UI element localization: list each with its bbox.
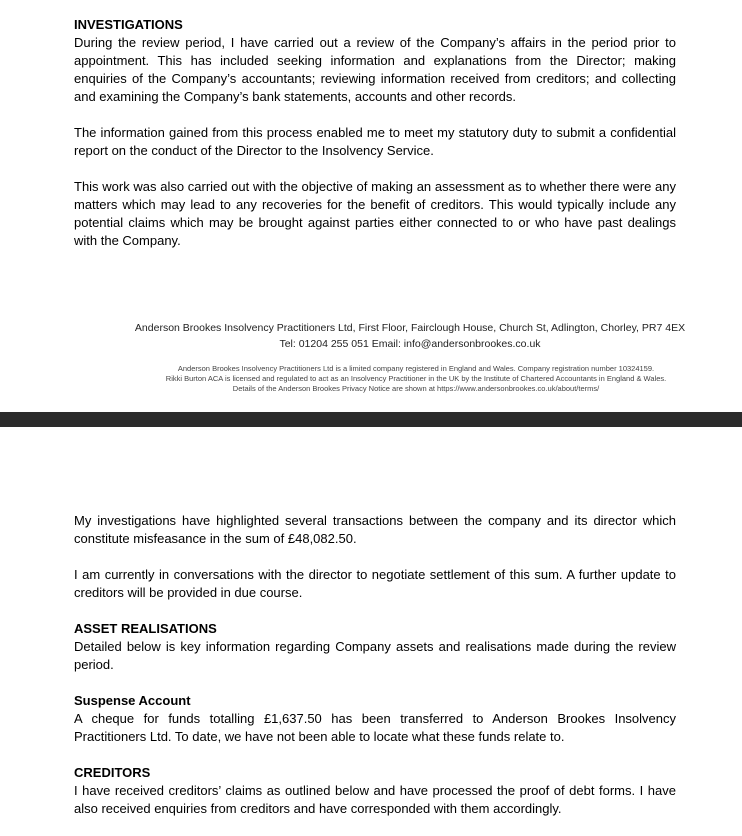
creditors-heading: CREDITORS bbox=[74, 765, 151, 780]
document-page-top bbox=[0, 0, 742, 412]
page-separator bbox=[0, 412, 742, 427]
page-footer bbox=[0, 320, 742, 394]
footer-address: Anderson Brookes Insolvency Practitioners Ltd, First Floor, Fairclough House, Church St, Adlington, Chorley, PR7 4EX bbox=[134, 322, 686, 334]
asset-realisations-heading: ASSET REALISATIONS bbox=[74, 621, 217, 636]
investigations-heading: INVESTIGATIONS bbox=[74, 17, 183, 32]
investigations-paragraph-3: This work was also carried out with the objective of making an assessment as to whether there were any matters which may lead to any recoveries for the benefit of creditors. This would typically include any potential claims which may be brought against parties either connected to or who have past dealings with the Company. bbox=[74, 179, 676, 248]
misfeasance-paragraph-1: My investigations have highlighted several transactions between the company and its director which constitute misfeasance in the sum of £48,082.50. bbox=[74, 513, 676, 546]
investigations-paragraph-2: The information gained from this process enabled me to meet my statutory duty to submit a confidential report on the conduct of the Director to the Insolvency Service. bbox=[74, 125, 676, 158]
document-page-bottom bbox=[0, 427, 742, 836]
footer-legal-privacy: Details of the Anderson Brookes Privacy Notice are shown at https://www.andersonbrookes.co.uk/about/terms/ bbox=[232, 384, 600, 393]
footer-legal-registration: Anderson Brookes Insolvency Practitioners Ltd is a limited company registered in England and Wales. Company registration number 10324159. bbox=[177, 364, 655, 373]
investigations-section bbox=[74, 16, 676, 250]
suspense-account-heading: Suspense Account bbox=[74, 693, 191, 708]
page2-content bbox=[74, 512, 676, 818]
footer-legal-licence: Rikki Burton ACA is licensed and regulated to act as an Insolvency Practitioner in the UK by the Institute of Chartered Accountants in England & Wales. bbox=[165, 374, 667, 383]
suspense-account-paragraph: A cheque for funds totalling £1,637.50 has been transferred to Anderson Brookes Insolvency Practitioners Ltd. To date, we have not been able to locate what these funds relate to. bbox=[74, 711, 676, 744]
misfeasance-paragraph-2: I am currently in conversations with the director to negotiate settlement of this sum. A further update to creditors will be provided in due course. bbox=[74, 567, 676, 600]
investigations-paragraph-1: During the review period, I have carried out a review of the Company’s affairs in the period prior to appointment. This has included seeking information and explanations from the Director; making enquiries of the Company’s accountants; reviewing information received from creditors; and collecting and examining the Company’s bank statements, accounts and other records. bbox=[74, 35, 676, 104]
footer-contact: Tel: 01204 255 051 Email: info@andersonbrookes.co.uk bbox=[279, 338, 541, 350]
creditors-paragraph: I have received creditors’ claims as outlined below and have processed the proof of debt forms. I have also received enquiries from creditors and have corresponded with them accordingly. bbox=[74, 783, 676, 816]
asset-realisations-paragraph: Detailed below is key information regarding Company assets and realisations made during the review period. bbox=[74, 639, 676, 672]
